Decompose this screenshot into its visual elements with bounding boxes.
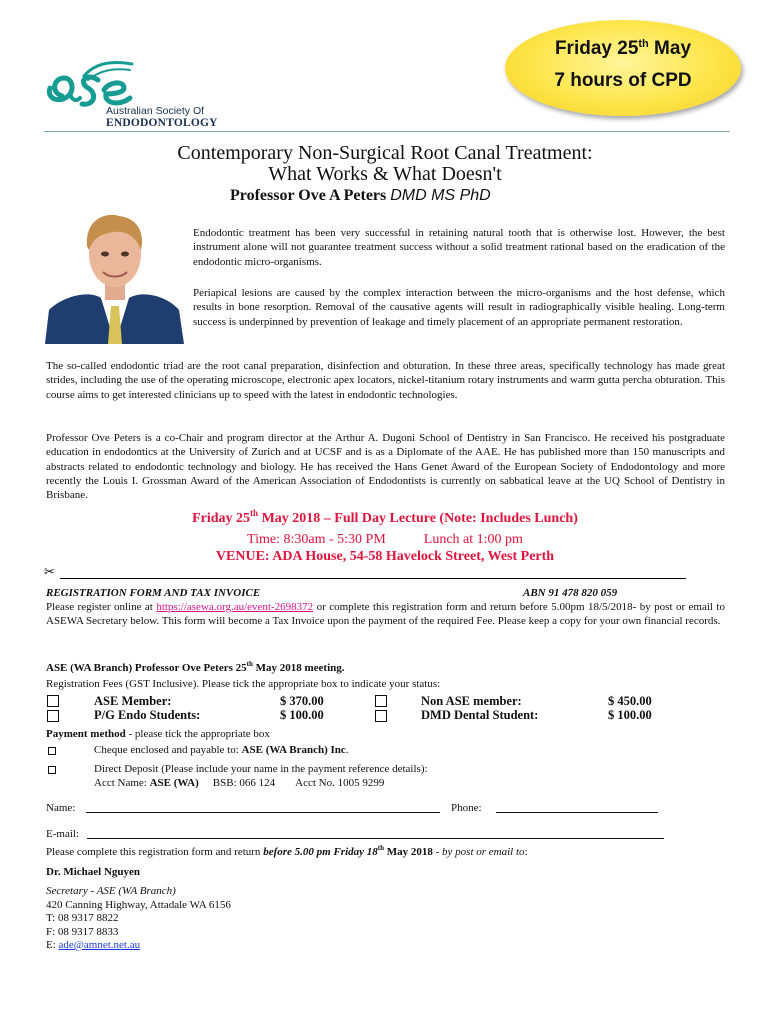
secretary-fax: F: 08 9317 8833 [46,925,119,938]
ase-logo [44,58,234,138]
direct-deposit-checkbox[interactable] [48,766,56,774]
registration-form-heading: REGISTRATION FORM AND TAX INVOICE [46,587,261,599]
event-date-line: Friday 25th May 2018 – Full Day Lecture (Note: Includes Lunch) [192,508,578,526]
badge-date: Friday 25th May [554,38,692,59]
course-title-line2: What Works & What Doesn't [268,163,502,185]
pg-endo-student-label: P/G Endo Students: [94,708,201,722]
cpd-badge [505,20,741,116]
pg-endo-student-price: $ 100.00 [280,708,324,722]
event-time-line [0,532,770,548]
registration-instructions: Please register online at https://asewa.org.au/event-2698372 or complete this registration form and return before 5.00pm 18/5/2018- by post or email to ASEWA Secretary below. This form will become a Tax Invoice upon the payment of the required Fee. Please keep a copy for your own financial records. [46,601,725,627]
secretary-email-link[interactable]: ade@amnet.net.au [58,939,141,951]
event-venue: VENUE: ADA House, 54-58 Havelock Street, West Perth [215,549,555,564]
course-title-line1: Contemporary Non-Surgical Root Canal Treatment: [177,142,593,164]
dmd-student-checkbox[interactable] [375,710,387,722]
pg-endo-student-checkbox[interactable] [47,710,59,722]
scissors-icon: ✂ [44,564,55,579]
logo-endodontology-text: ENDODONTOLOGY [106,117,218,129]
presenter-credentials: DMD MS PhD [390,187,491,204]
dmd-student-price: $ 100.00 [608,708,652,722]
ase-member-price: $ 370.00 [280,694,324,708]
header-divider [44,131,730,132]
email-field-label: E-mail: [46,828,79,840]
presenter-photo [45,198,184,344]
non-ase-member-checkbox[interactable] [375,695,387,707]
name-field-label: Name: [46,802,76,814]
logo-society-text: Australian Society Of [106,105,205,117]
abn-number: ABN 91 478 820 059 [523,587,618,599]
cheque-checkbox[interactable] [48,747,56,755]
presenter-heading [230,187,491,205]
cheque-option: Cheque enclosed and payable to: ASE (WA Branch) Inc. [94,744,349,756]
cut-line-divider [60,578,686,579]
non-ase-member-label: Non ASE member: [421,694,522,708]
secretary-address: 420 Canning Highway, Attadale WA 6156 [46,898,231,911]
ase-member-label: ASE Member: [94,694,172,708]
direct-deposit-option: Direct Deposit (Please include your name in the payment reference details): [94,763,428,775]
presenter-bio-paragraph: Professor Ove Peters is a co-Chair and program director at the Arthur A. Dugoni School of Dentistry in San Francisco. He received his postgraduate education in endodontics at the University of Zurich and at UCSF and is as a Diplomate of the AAE. He has published more than 150 manuscripts and abstracts related to endodontic technology and biology. He has received the Hans Genet Award of the European Society of Endodontology and more recently the Louis I. Grossman Award of the American Association of Endodontists is currently on sabbatical leave at the UQ School of Dentistry in Brisbane. [46,432,725,502]
secretary-contact-block [46,885,231,953]
event-lunch: Lunch at 1:00 pm [423,532,523,547]
return-instructions: Please complete this registration form and return before 5.00 pm Friday 18th May 2018 - by post or email to: [46,844,528,858]
secretary-name: Dr. Michael Nguyen [46,866,141,878]
secretary-phone: T: 08 9317 8822 [46,912,119,924]
email-field[interactable] [87,838,664,839]
bank-account-details: Acct Name: ASE (WA) BSB: 066 124 Acct No. 1005 9299 [94,777,385,789]
ase-member-checkbox[interactable] [47,695,59,707]
intro-paragraph-2: Periapical lesions are caused by the complex interaction between the micro-organisms and the host defense, which results in bone resorption. Removal of the causative agents will result in radiographically visible healing. Long-term success is underpinned by prevention of leakage and timely placement of an appropriate permanent restoration. [193,287,725,328]
phone-field-label: Phone: [451,802,482,814]
ase-logo-mark-icon [44,58,136,110]
presenter-name: Professor Ove A Peters [230,187,387,204]
intro-paragraph-3: The so-called endodontic triad are the root canal preparation, disinfection and obturation. In these three areas, specifically technology has made great strides, including the use of the operating microscope, electronic apex locators, nickel-titanium rotary instruments and warm gutta percha obturation. This course aims to get interested clinicians up to speed with the latest in endodontic technologies. [46,360,725,401]
secretary-role: Secretary - ASE (WA Branch) [46,885,176,897]
meeting-heading: ASE (WA Branch) Professor Ove Peters 25th May 2018 meeting. [46,660,345,674]
non-ase-member-price: $ 450.00 [608,694,652,708]
registration-link[interactable]: https://asewa.org.au/event-2698372 [156,601,314,613]
fees-instructions: Registration Fees (GST Inclusive). Please tick the appropriate box to indicate your status: [46,678,441,690]
dmd-student-label: DMD Dental Student: [421,708,539,722]
secretary-email-row: E: ade@amnet.net.au [46,939,141,951]
payment-method-heading: Payment method - please tick the appropriate box [46,728,270,740]
phone-field[interactable] [496,812,658,813]
badge-cpd-hours: 7 hours of CPD [554,70,692,91]
event-time: Time: 8:30am - 5:30 PM [247,532,386,547]
name-field[interactable] [86,812,440,813]
intro-paragraph-1: Endodontic treatment has been very successful in retaining natural tooth that is otherwise lost. However, the best instrument alone will not guarantee treatment success without a solid treatment rational based on the eradication of the endodontic micro-organisms. [193,227,725,268]
